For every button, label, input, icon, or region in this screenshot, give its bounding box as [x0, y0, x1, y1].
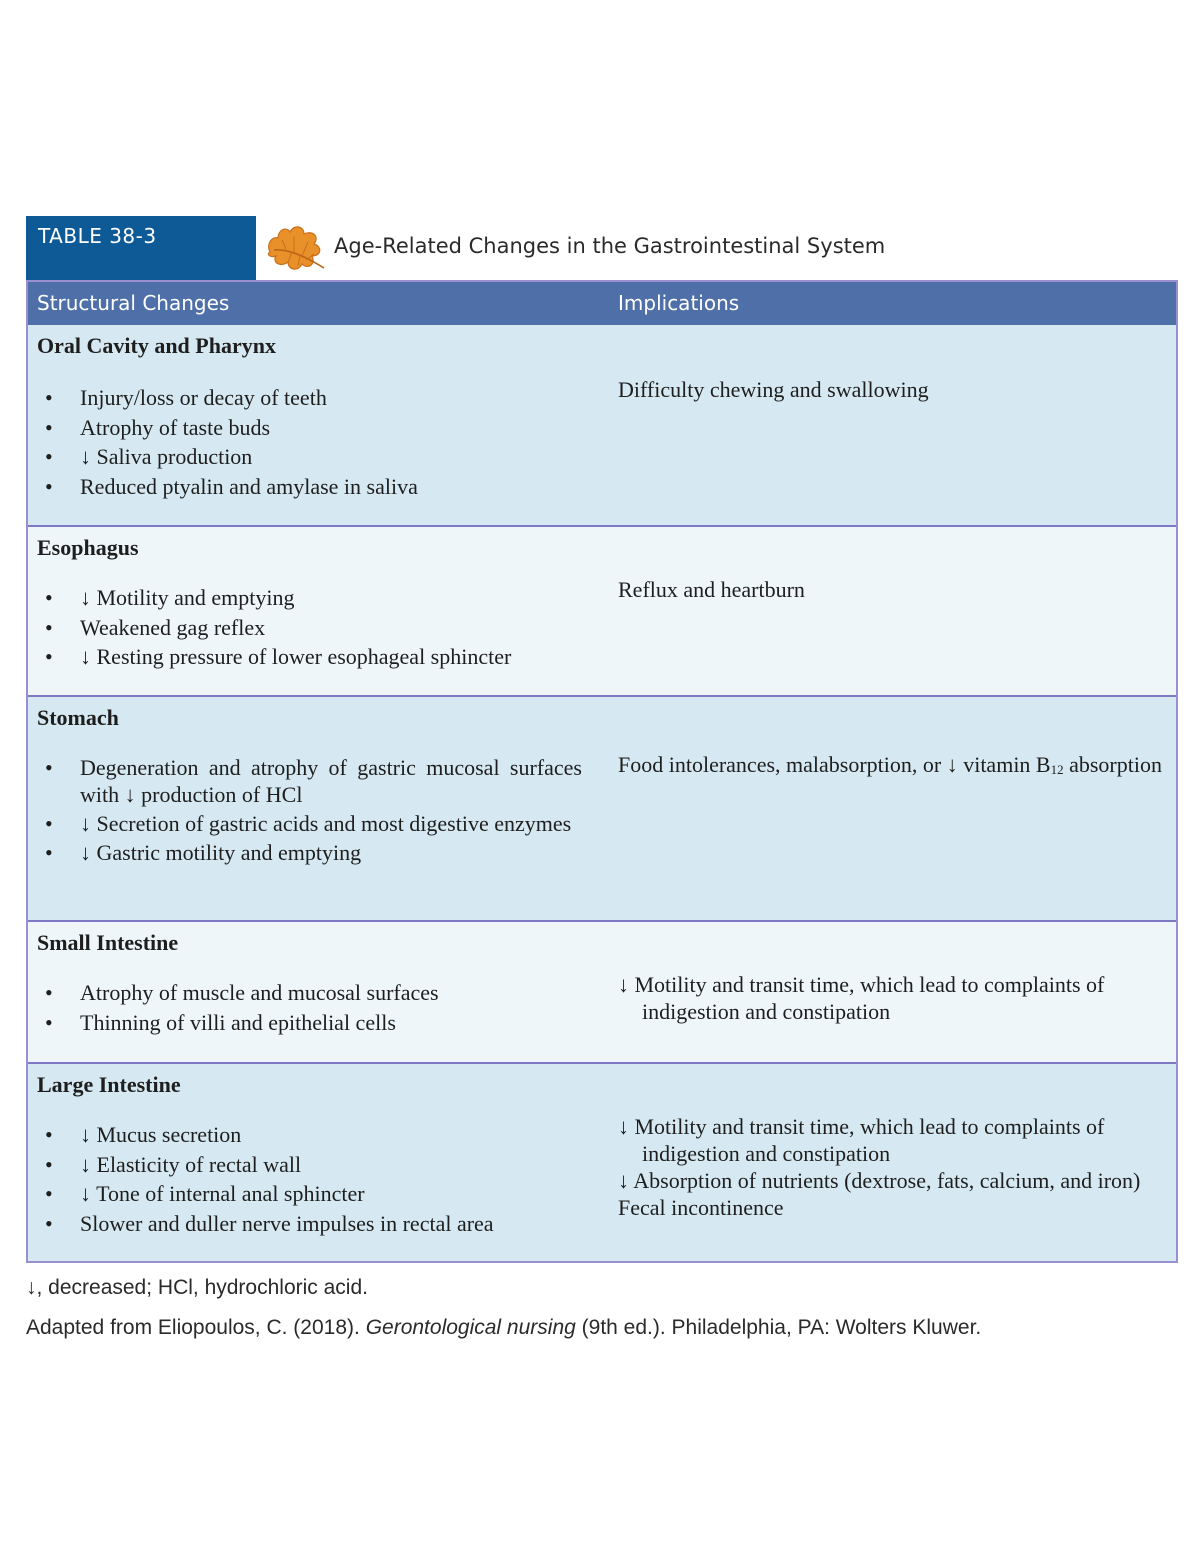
changes-list: [37, 1120, 582, 1238]
list-item: • Reduced ptyalin and amylase in saliva: [37, 472, 582, 502]
section-oral-cavity: [28, 325, 1176, 525]
changes-list: [37, 754, 582, 868]
implication-text: Fecal incontinence: [618, 1195, 784, 1220]
list-item: • Atrophy of muscle and mucosal surfaces: [37, 978, 582, 1008]
implication-text: ↓ Motility and transit time, which lead to complaints of indigestion and constipation: [618, 972, 1105, 1024]
list-item: • ↓ Resting pressure of lower esophageal sphincter: [37, 642, 582, 672]
list-item: • ↓ Tone of internal anal sphincter: [37, 1179, 582, 1209]
changes-list: [37, 583, 582, 672]
implication-text: ↓ Absorption of nutrients (dextrose, fats, calcium, and iron): [618, 1168, 1141, 1193]
column-header-implications: Implications: [618, 291, 740, 315]
section-esophagus: [28, 525, 1176, 695]
table-number-tab: [26, 216, 256, 280]
implication-text: Difficulty chewing and swallowing: [618, 377, 929, 402]
table-header-row: [28, 282, 1176, 325]
list-item: • Thinning of villi and epithelial cells: [37, 1008, 582, 1038]
implication-text: Reflux and heartburn: [618, 577, 805, 602]
section-title: Small Intestine: [37, 930, 179, 955]
abbreviation-footnote: ↓, decreased; HCl, hydrochloric acid.: [26, 1276, 368, 1299]
list-item: • Degeneration and atrophy of gastric mucosal surfaces with ↓ production of HCl: [37, 754, 582, 808]
changes-list: [37, 383, 582, 501]
table-title: Age-Related Changes in the Gastrointestinal System: [334, 234, 886, 258]
subscript: 12: [1050, 762, 1064, 777]
section-large-intestine: [28, 1062, 1176, 1261]
oak-leaf-icon: [262, 222, 328, 274]
list-item: • ↓ Secretion of gastric acids and most digestive enzymes: [37, 810, 582, 837]
implication-text: Food intolerances, malabsorption, or ↓ vitamin $B_{12}$ absorption: [618, 752, 1162, 777]
list-item: • ↓ Saliva production: [37, 442, 582, 472]
section-title: Large Intestine: [37, 1072, 181, 1097]
section-title: Esophagus: [37, 535, 139, 560]
source-citation: Adapted from Eliopoulos, C. (2018). Gerontological nursing (9th ed.). Philadelphia, PA: Wolters Kluwer.: [26, 1316, 982, 1339]
section-title: Oral Cavity and Pharynx: [37, 333, 276, 358]
list-item: • Atrophy of taste buds: [37, 413, 582, 443]
book-title: Gerontological nursing: [365, 1316, 576, 1339]
list-item: • ↓ Gastric motility and emptying: [37, 839, 582, 866]
changes-table: [26, 280, 1178, 1263]
list-item: • Weakened gag reflex: [37, 613, 582, 643]
table-number: TABLE 38-3: [38, 224, 157, 248]
list-item: • Slower and duller nerve impulses in rectal area: [37, 1209, 582, 1239]
section-stomach: [28, 695, 1176, 920]
column-header-structural: Structural Changes: [37, 291, 230, 315]
section-small-intestine: [28, 920, 1176, 1062]
implications: [618, 576, 1163, 603]
list-item: • ↓ Mucus secretion: [37, 1120, 582, 1150]
section-title: Stomach: [37, 705, 119, 730]
implication-text: ↓ Motility and transit time, which lead to complaints of indigestion and constipation: [618, 1114, 1105, 1166]
changes-list: [37, 978, 582, 1037]
list-item: • ↓ Motility and emptying: [37, 583, 582, 613]
list-item: • ↓ Elasticity of rectal wall: [37, 1150, 582, 1180]
list-item: • Injury/loss or decay of teeth: [37, 383, 582, 413]
implications: [618, 1113, 1163, 1221]
implications: [618, 971, 1163, 1025]
implications: [618, 747, 1163, 783]
implications: [618, 376, 1163, 403]
